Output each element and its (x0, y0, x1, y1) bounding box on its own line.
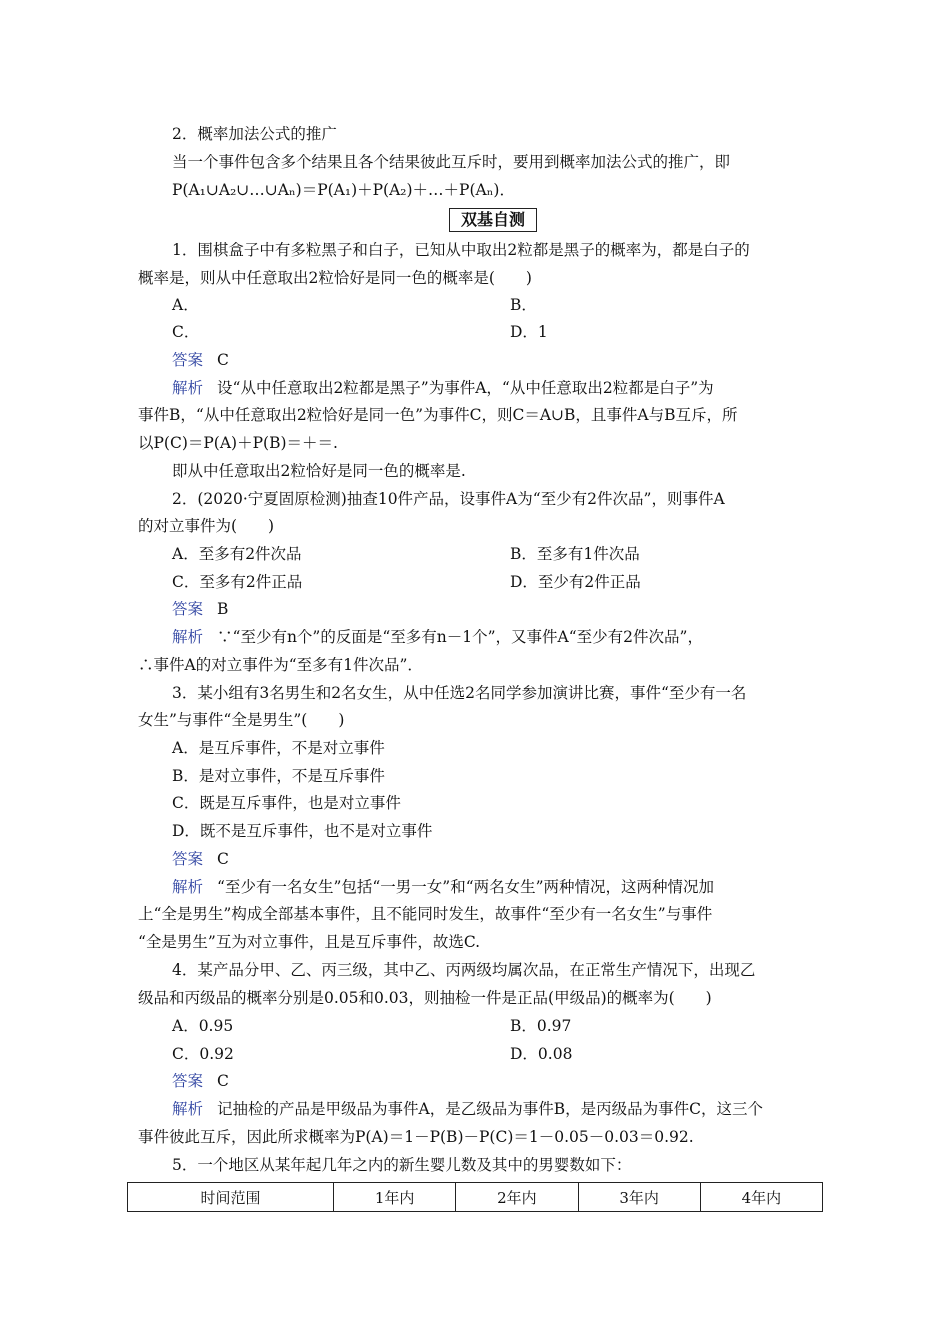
q4-option-d: D．0.08 (510, 1045, 573, 1063)
q2-analysis-row (172, 627, 703, 647)
q3-answer: C (217, 850, 229, 868)
q2-option-c: C．至多有2件正品 (172, 573, 303, 591)
q4-answer: C (217, 1072, 229, 1090)
q4-option-a: A．0.95 (172, 1017, 234, 1035)
table-header-cell: 3年内 (578, 1183, 700, 1212)
q4-stem-line2: 级品和丙级品的概率分别是0.05和0.03，则抽检一件是正品(甲级品)的概率为( ) (138, 989, 712, 1007)
answer-label: 答案 (172, 600, 204, 618)
q1-analysis-line3: 以P(C)＝P(A)＋P(B)＝＋＝. (138, 434, 338, 452)
q3-answer-row (172, 849, 229, 869)
section-heading: 2．概率加法公式的推广 (172, 125, 337, 143)
analysis-label: 解析 (172, 1100, 204, 1118)
q4-analysis-line1: 记抽检的产品是甲级品为事件A，是乙级品为事件B，是丙级品为事件C，这三个 (217, 1100, 763, 1118)
q1-analysis-line1: 设“从中任意取出2粒都是黑子”为事件A，“从中任意取出2粒都是白子”为 (217, 379, 714, 397)
q4-option-b: B．0.97 (510, 1017, 572, 1035)
q4-analysis-line2: 事件彼此互斥，因此所求概率为P(A)＝1－P(B)－P(C)＝1－0.05－0.03＝0.92. (138, 1128, 694, 1146)
q4-analysis-row (172, 1099, 763, 1119)
analysis-label: 解析 (172, 628, 204, 646)
q3-option-c: C．既是互斥事件，也是对立事件 (172, 794, 401, 812)
q1-option-b: B． (510, 296, 537, 314)
addition-formula: P(A₁∪A₂∪…∪Aₙ)＝P(A₁)＋P(A₂)＋…＋P(Aₙ)． (172, 181, 515, 199)
q2-option-a: A．至多有2件次品 (172, 545, 302, 563)
q3-stem-line1: 3．某小组有3名男生和2名女生，从中任选2名同学参加演讲比赛，事件“至少有一名 (172, 684, 747, 702)
q1-answer: C (217, 351, 229, 369)
table-header-row (128, 1183, 823, 1212)
answer-label: 答案 (172, 351, 204, 369)
q1-answer-row (172, 350, 229, 370)
q2-stem-line1: 2．(2020·宁夏固原检测)抽查10件产品，设事件A为“至少有2件次品”，则事件A (172, 490, 725, 508)
table-header-cell: 4年内 (700, 1183, 822, 1212)
section-description: 当一个事件包含多个结果且各个结果彼此互斥时，要用到概率加法公式的推广，即 (172, 153, 731, 171)
q3-analysis-line3: “全是男生”互为对立事件，且是互斥事件，故选C. (138, 933, 481, 951)
q2-answer: B (217, 600, 229, 618)
q1-option-a: A． (172, 296, 199, 314)
analysis-label: 解析 (172, 379, 204, 397)
q1-analysis-row (172, 378, 714, 398)
table-header-cell: 时间范围 (128, 1183, 334, 1212)
answer-label: 答案 (172, 850, 204, 868)
q2-answer-row (172, 599, 228, 619)
q2-option-d: D．至少有2件正品 (510, 573, 641, 591)
section-title-box: 双基自测 (449, 208, 537, 232)
q3-analysis-row (172, 877, 714, 897)
q3-stem-line2: 女生”与事件“全是男生”( ) (138, 711, 345, 729)
table-header-cell: 2年内 (456, 1183, 578, 1212)
q1-option-c: C． (172, 323, 200, 341)
q3-option-b: B．是对立事件，不是互斥事件 (172, 767, 385, 785)
q4-answer-row (172, 1071, 229, 1091)
q4-option-c: C．0.92 (172, 1045, 234, 1063)
q2-stem-line2: 的对立事件为( ) (138, 517, 275, 535)
q1-stem-line1: 1．围棋盒子中有多粒黑子和白子，已知从中取出2粒都是黑子的概率为，都是白子的 (172, 241, 750, 259)
q3-analysis-line2: 上“全是男生”构成全部基本事件，且不能同时发生，故事件“至少有一名女生”与事件 (138, 905, 713, 923)
q3-option-d: D．既不是互斥事件，也不是对立事件 (172, 822, 433, 840)
q3-option-a: A．是互斥事件，不是对立事件 (172, 739, 385, 757)
q1-analysis-line4: 即从中任意取出2粒恰好是同一色的概率是. (172, 462, 466, 480)
q1-option-d: D．1 (510, 323, 548, 341)
q2-option-b: B．至多有1件次品 (510, 545, 640, 563)
q2-analysis-line1: ∵“至少有n个”的反面是“至多有n－1个”，又事件A“至少有2件次品”， (217, 628, 703, 646)
analysis-label: 解析 (172, 878, 204, 896)
q3-analysis-line1: “至少有一名女生”包括“一男一女”和“两名女生”两种情况，这两种情况加 (217, 878, 715, 896)
q1-analysis-line2: 事件B，“从中任意取出2粒恰好是同一色”为事件C，则C＝A∪B，且事件A与B互斥，所 (138, 406, 738, 424)
q4-stem-line1: 4．某产品分甲、乙、丙三级，其中乙、丙两级均属次品，在正常生产情况下，出现乙 (172, 961, 756, 979)
q2-analysis-line2: ∴事件A的对立事件为“至多有1件次品”． (138, 656, 423, 674)
q5-stem: 5．一个地区从某年起几年之内的新生婴儿数及其中的男婴数如下： (172, 1156, 632, 1174)
answer-label: 答案 (172, 1072, 204, 1090)
birth-table (127, 1182, 823, 1212)
q1-stem-line2: 概率是，则从中任意取出2粒恰好是同一色的概率是( ) (138, 269, 532, 287)
table-header-cell: 1年内 (334, 1183, 456, 1212)
